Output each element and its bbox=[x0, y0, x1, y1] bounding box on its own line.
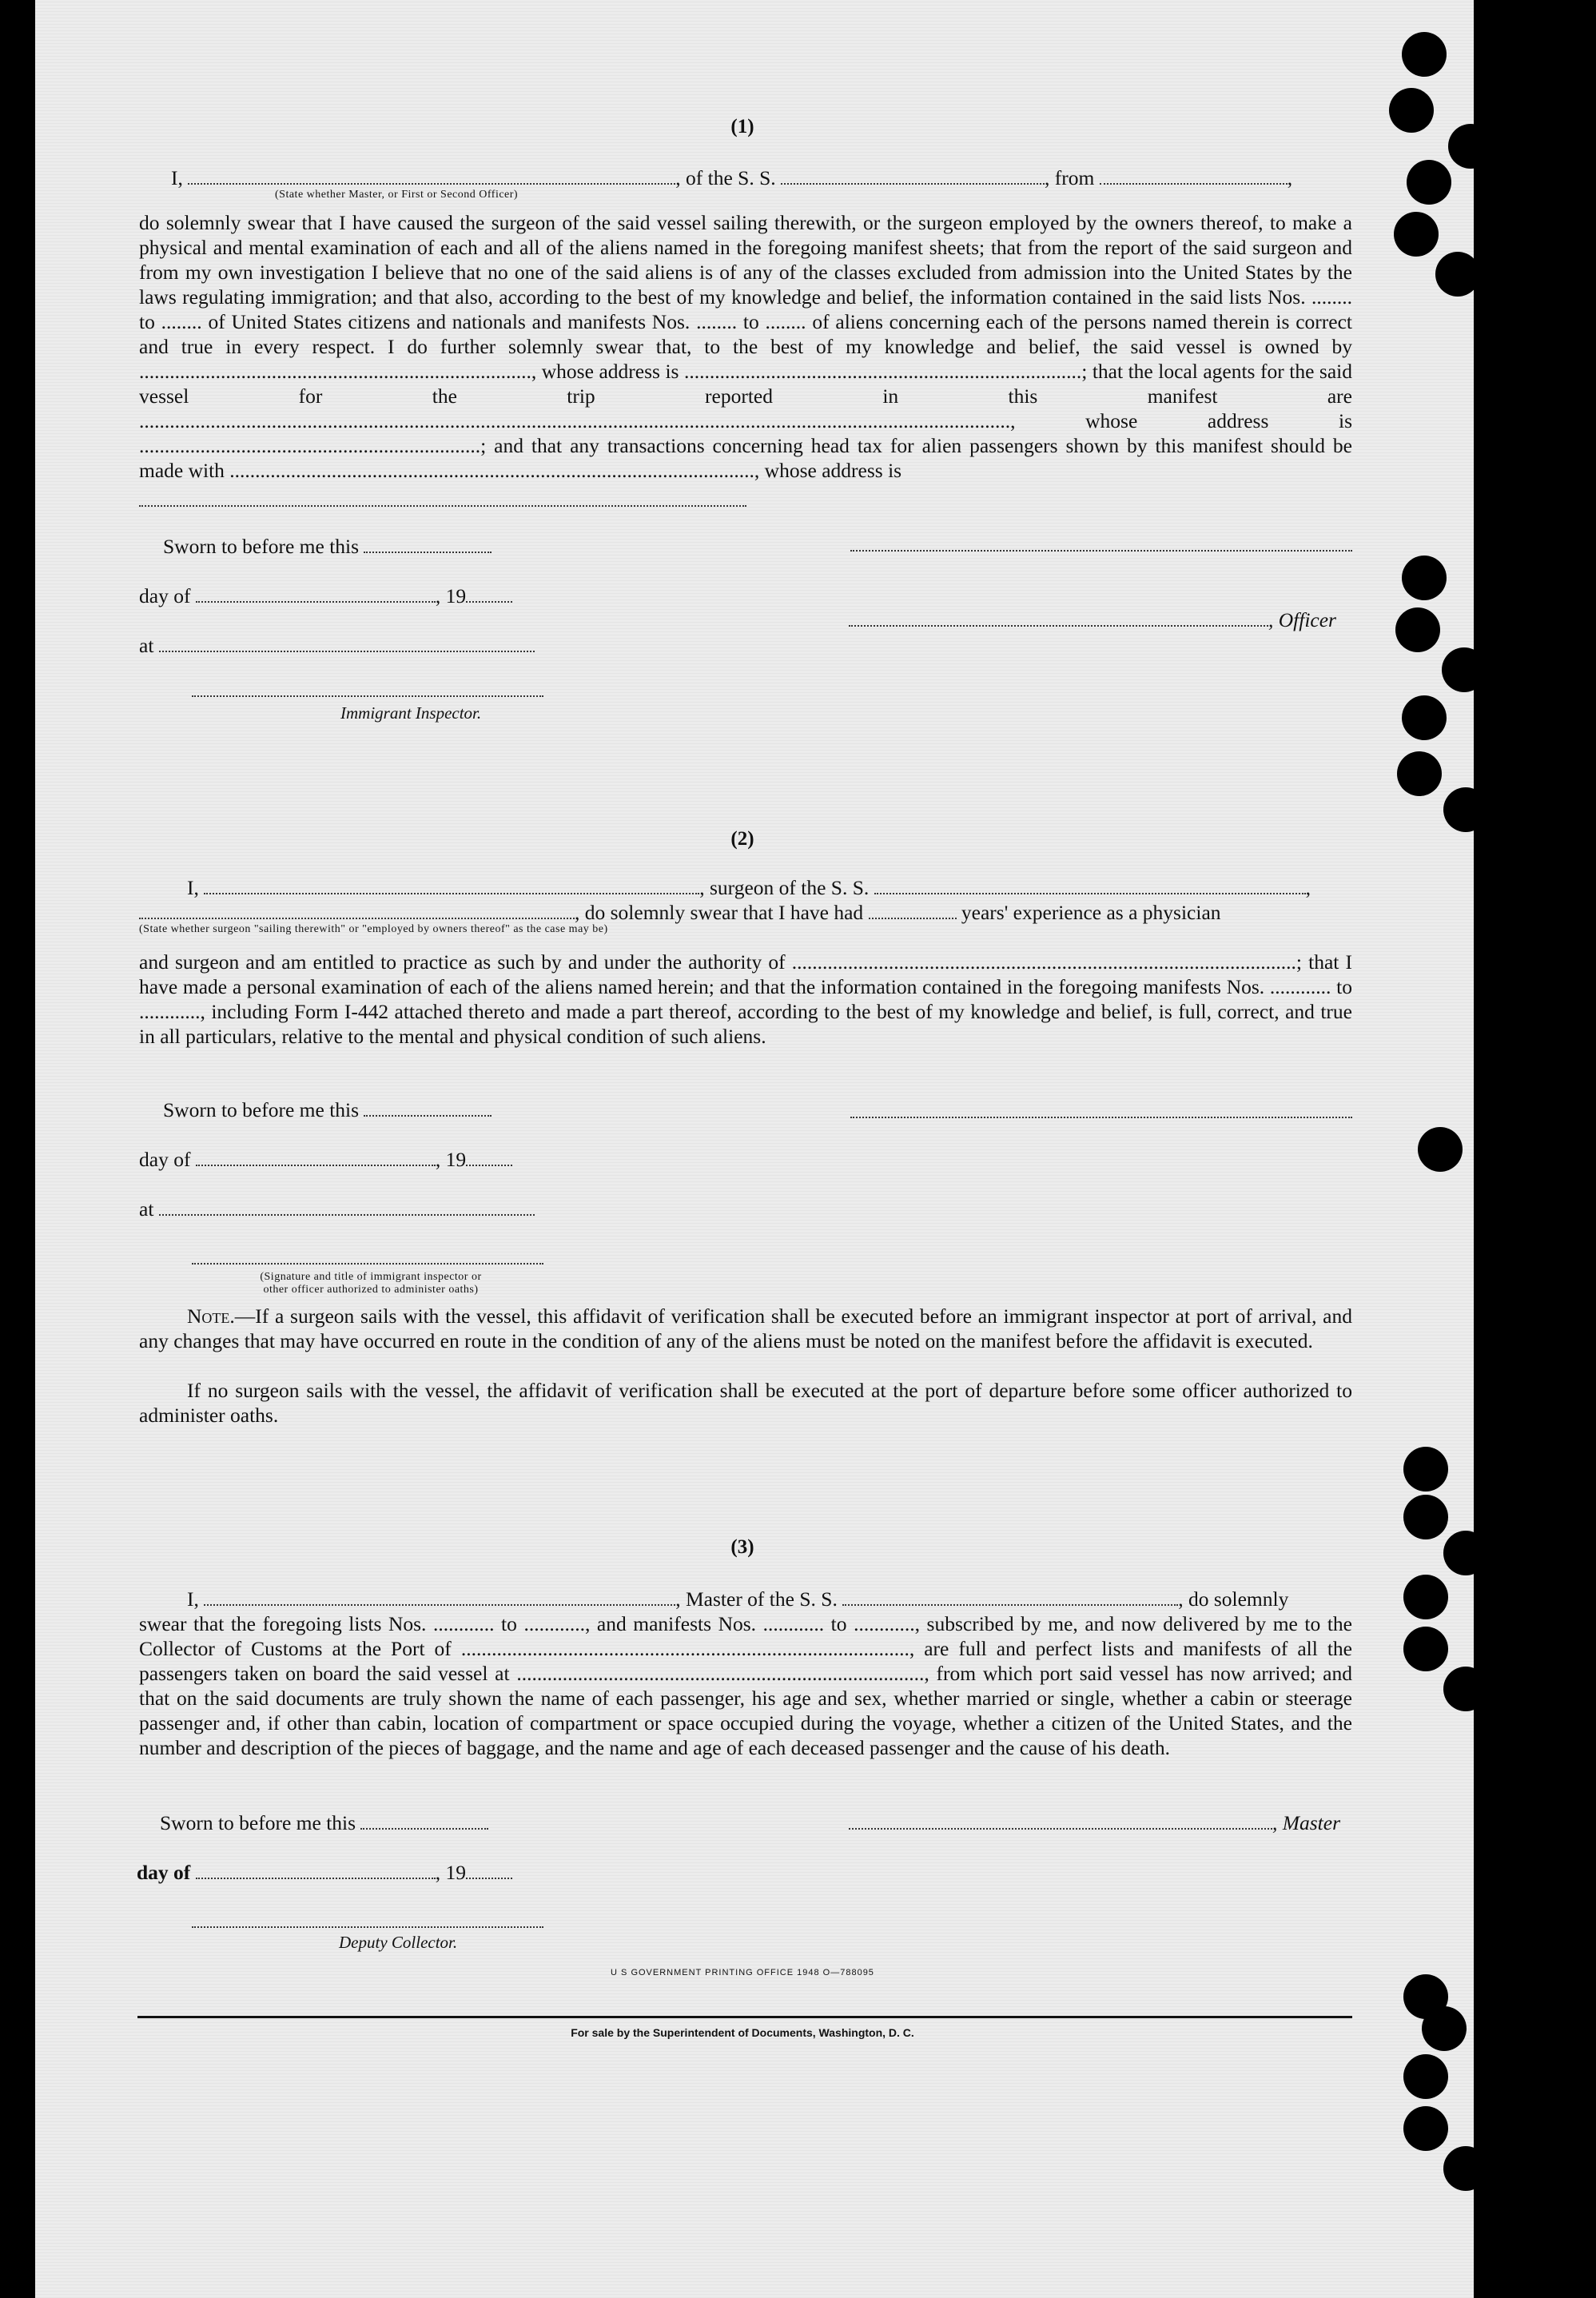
punch-hole bbox=[1402, 32, 1447, 77]
sale-notice: For sale by the Superintendent of Documents, Washington, D. C. bbox=[571, 2026, 914, 2039]
ss-label: , of the S. S. bbox=[675, 166, 776, 189]
years-experience-field[interactable] bbox=[869, 903, 957, 919]
sec1-oath-text: do solemnly swear that I have caused the surgeon of the said vessel sailing therewith, or the surgeon employed by the owners thereof, to make a physical and mental examination of each and all of the aliens named in the foregoing manifest sheets; that from the report of the said surgeon and from my own investigation I believe that no one of the said aliens is of any of the classes excluded from admission into the United States by the laws regulating immigration; and that also, according to the best of my knowledge and belief, the information contained in the said lists Nos. ........ to ........ of United States citizens and nationals and manifests Nos. ........ to ........ of aliens concerning each of the persons named therein is correct and true in every respect. I do further solemnly swear that, to the best of my knowledge and belief, the said vessel is owned by ............................................................................., whose address is ..............................................................................; that the local agents for the said vessel for the trip reported in this manifest are ..........................................................................................................................................................................., whose address is ...................................................................; and that any transactions concerning head tax for alien passengers shown by this manifest should be made with ......................................................................................................., whose address is bbox=[139, 211, 1352, 482]
punch-hole bbox=[1402, 556, 1447, 600]
sec2-day-field[interactable] bbox=[196, 1150, 436, 1166]
from-label: , from bbox=[1045, 166, 1095, 189]
address-continuation-line[interactable] bbox=[139, 505, 746, 507]
sec2-sworn-date-field[interactable] bbox=[364, 1101, 492, 1117]
sec2-note-paragraph bbox=[139, 1304, 1352, 1353]
sec1-year-field[interactable] bbox=[466, 587, 512, 603]
punch-hole bbox=[1403, 2106, 1448, 2151]
master-signature-field[interactable] bbox=[849, 1814, 1272, 1830]
note-text: —If a surgeon sails with the vessel, this affidavit of verification shall be executed before an immigrant inspector at port of arrival, and any changes that may have occurred en route in the condition of any of the aliens must be noted on the manifest before the affidavit is executed. bbox=[139, 1304, 1352, 1352]
surgeon-status-field[interactable] bbox=[139, 903, 575, 919]
surgeon-status-note: (State whether surgeon "sailing therewith" or "employed by owners thereof" as the case may be) bbox=[139, 923, 608, 935]
section-1-heading: (1) bbox=[730, 116, 754, 137]
sec1-line1: I, , of the S. S. , from , bbox=[171, 166, 1293, 189]
sec3-ship-name-field[interactable] bbox=[842, 1590, 1178, 1606]
sec1-day-field[interactable] bbox=[196, 587, 436, 603]
sec2-oath-text: and surgeon and am entitled to practice as such by and under the authority of ...................................................................................................; that I have made a personal examination of each of the aliens named herein; and that the information contained in the foregoing manifests Nos. ............ to ............, including Form I-442 attached thereto and made a part thereof, according to the best of my knowledge and belief, is full, correct, and true in all particulars, relative to the mental and physical condition of such aliens. bbox=[139, 950, 1352, 1048]
sec3-oath-text: swear that the foregoing lists Nos. ............ to ............, and manifests Nos. ............ to ............, subscribed by me, and now delivered by me to the Collector of Customs at the Port of ........................................................................................, are full and perfect lists and manifests of all the passengers taken on board the said vessel at ................................................................................, from which port said vessel has now arrived; and that on the said documents are truly shown the name of each passenger, his age and sex, whether married or single, whether a cabin or steerage passenger and, if other than cabin, location of compartment or space occupied during the voyage, whether a citizen of the United States, and the number and description of the pieces of baggage, and the name and age of each deceased passenger and the cause of his death. bbox=[139, 1612, 1352, 1759]
punch-hole bbox=[1397, 751, 1442, 796]
sec1-day-line: day of , 19 bbox=[139, 583, 512, 608]
sec2-line1: I, , surgeon of the S. S. , bbox=[187, 876, 1311, 899]
punch-hole bbox=[1443, 2146, 1488, 2191]
officer-name-field[interactable] bbox=[188, 169, 675, 185]
officer-role-note: (State whether Master, or First or Second Officer) bbox=[275, 189, 519, 201]
punch-hole bbox=[1403, 1575, 1448, 1619]
punch-hole bbox=[1443, 787, 1488, 832]
form-page bbox=[35, 0, 1474, 2298]
from-port-field[interactable] bbox=[1100, 169, 1288, 185]
punch-hole bbox=[1403, 1627, 1448, 1671]
deputy-collector-signature-line[interactable] bbox=[192, 1926, 543, 1928]
sec3-sworn-date-field[interactable] bbox=[360, 1814, 488, 1830]
sec3-master-line: , Master bbox=[849, 1810, 1340, 1835]
sec2-ship-name-field[interactable] bbox=[874, 878, 1306, 894]
section-2-heading: (2) bbox=[730, 828, 754, 850]
sec3-sworn-line: Sworn to before me this bbox=[160, 1810, 488, 1835]
sec2-day-line: day of , 19 bbox=[139, 1147, 512, 1172]
immigrant-inspector-label: Immigrant Inspector. bbox=[340, 703, 482, 723]
section-3-heading: (3) bbox=[730, 1536, 754, 1558]
punch-hole bbox=[1395, 607, 1440, 652]
signature-title-note-2: other officer authorized to administer oaths) bbox=[263, 1284, 479, 1296]
punch-hole bbox=[1422, 2006, 1467, 2051]
officer-title-field[interactable] bbox=[849, 611, 1268, 627]
gpo-imprint: U S GOVERNMENT PRINTING OFFICE 1948 O—788095 bbox=[611, 1968, 874, 1977]
sec2-year-field[interactable] bbox=[466, 1150, 512, 1166]
note-label: Note. bbox=[187, 1304, 235, 1328]
administering-officer-signature-line[interactable] bbox=[192, 1263, 543, 1264]
punch-hole bbox=[1443, 1667, 1488, 1711]
sec1-sworn-date-field[interactable] bbox=[364, 537, 492, 553]
punch-hole bbox=[1403, 2054, 1448, 2099]
sec3-day-field[interactable] bbox=[196, 1863, 436, 1879]
signature-title-note-1: (Signature and title of immigrant inspector or bbox=[260, 1271, 482, 1283]
punch-hole bbox=[1435, 252, 1480, 297]
punch-hole bbox=[1443, 1531, 1488, 1575]
sec2-at-line: at bbox=[139, 1197, 535, 1221]
sec1-sworn-line: Sworn to before me this bbox=[163, 534, 492, 559]
sec3-day-line: day of , 19 bbox=[137, 1860, 512, 1885]
punch-hole bbox=[1418, 1127, 1463, 1172]
surgeon-name-field[interactable] bbox=[204, 878, 699, 894]
punch-hole bbox=[1448, 124, 1493, 169]
sec2-line2: , do solemnly swear that I have had years' experience as a physician bbox=[139, 900, 1221, 925]
deputy-collector-label: Deputy Collector. bbox=[339, 1933, 458, 1952]
master-name-field[interactable] bbox=[204, 1590, 675, 1606]
sec2-at-field[interactable] bbox=[159, 1200, 535, 1216]
footer-rule bbox=[137, 2016, 1352, 2018]
punch-hole bbox=[1442, 647, 1487, 692]
sec1-officer-line: , Officer bbox=[849, 607, 1336, 632]
sec1-i-label: I, bbox=[171, 166, 183, 189]
punch-hole bbox=[1402, 695, 1447, 740]
punch-hole bbox=[1394, 212, 1439, 257]
sec1-signature-line[interactable] bbox=[850, 550, 1352, 552]
sec2-note-paragraph-2: If no surgeon sails with the vessel, the affidavit of verification shall be executed at the port of departure before some officer authorized to administer oaths. bbox=[139, 1379, 1352, 1427]
surgeon-signature-line[interactable] bbox=[850, 1117, 1352, 1118]
punch-hole bbox=[1403, 1447, 1448, 1492]
sec3-year-field[interactable] bbox=[466, 1863, 512, 1879]
sec1-at-line: at bbox=[139, 633, 535, 658]
ship-name-field[interactable] bbox=[781, 169, 1045, 185]
sec1-at-field[interactable] bbox=[159, 636, 535, 652]
punch-hole bbox=[1407, 160, 1451, 205]
inspector-signature-line[interactable] bbox=[192, 695, 543, 697]
punch-hole bbox=[1389, 88, 1434, 133]
sec2-sworn-line: Sworn to before me this bbox=[163, 1097, 492, 1122]
punch-hole bbox=[1403, 1495, 1448, 1539]
sec3-line1: I, , Master of the S. S. , do solemnly bbox=[187, 1587, 1289, 1611]
